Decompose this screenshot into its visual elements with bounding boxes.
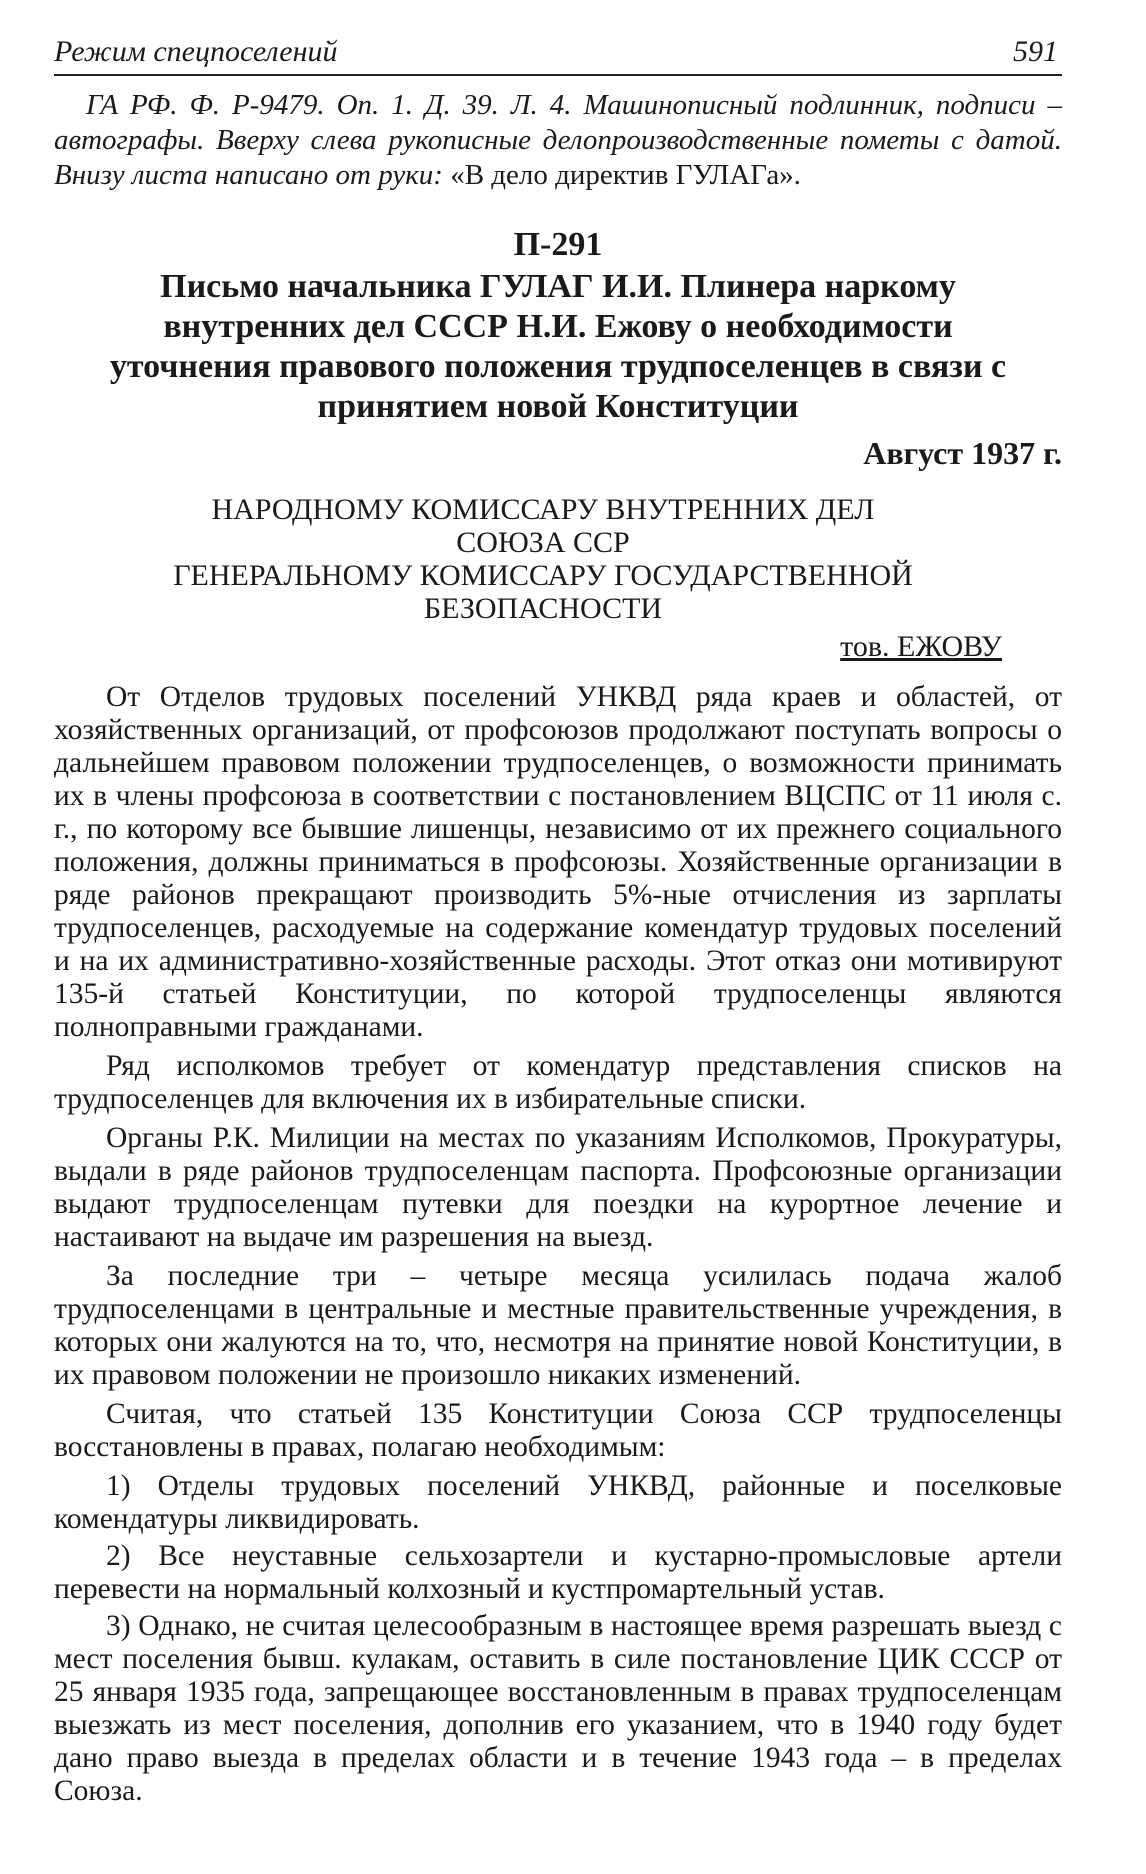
- list-item: 2) Все неуставные сельхозартели и кустарно-промысловые артели перевести на нормальный колхозный и кустпромартельный устав.: [54, 1540, 1062, 1605]
- document-date: Август 1937 г.: [863, 435, 1062, 471]
- addressee-line: НАРОДНОМУ КОМИССАРУ ВНУТРЕННИХ ДЕЛ: [211, 493, 875, 526]
- document-title: Письмо начальника ГУЛАГ И.И. Плинера наркому внутренних дел СССР Н.И. Ежову о необходимости уточнения правового положения трудпоселенцев в связи с принятием новой Конституции: [109, 268, 1007, 425]
- list-item: 3) Однако, не считая целесообразным в настоящее время разрешать выезд с мест поселения бывш. кулакам, оставить в силе постановление ЦИК СССР от 25 января 1935 года, запрещающее восстановленным в правах трудпоселенцам выезжать из мест поселения, дополнив его указанием, что в 1940 году будет дано право выезда в пределах области и в течение 1943 года – в пределах Союза.: [54, 1610, 1062, 1807]
- addressee-block: [94, 493, 992, 625]
- header-rule: [54, 74, 1062, 76]
- running-head: [54, 34, 1062, 72]
- body-paragraph: От Отделов трудовых поселений УНКВД ряда краев и областей, от хозяйственных организаций, от профсоюзов продолжают поступать вопросы о дальнейшем правовом положении трудпоселенцев, о возможности принимать их в члены профсоюза в соответствии с постановлением ВЦСПС от 11 июля с. г., по которому все бывшие лишенцы, независимо от их прежнего социального положения, должны приниматься в профсоюзы. Хозяйственные организации в ряде районов прекращают производить 5%-ные отчисления из зарплаты трудпоселенцев, расходуемые на содержание комендатур трудовых поселений и на их административно-хозяйственные расходы. Этот отказ они мотивируют 135-й статьей Конституции, по которой трудпоселенцы являются полноправными гражданами.: [54, 681, 1062, 1043]
- recipient-name: тов. ЕЖОВУ: [840, 630, 1002, 663]
- letter-body: [54, 681, 1062, 1808]
- body-paragraph: Считая, что статьей 135 Конституции Союза ССР трудпоселенцы восстановлены в правах, полагаю необходимым:: [54, 1398, 1062, 1463]
- addressee-line: СОЮЗА ССР: [456, 526, 630, 559]
- body-paragraph: Органы Р.К. Милиции на местах по указаниям Исполкомов, Прокуратуры, выдали в ряде районов трудпоселенцам паспорта. Профсоюзные организации выдают трудпоселенцам путевки для поездки на курортное лечение и настаивают на выдаче им разрешения на выезд.: [54, 1122, 1062, 1253]
- section-title: Режим спецпоселений: [54, 35, 338, 68]
- recipient-line: [54, 629, 1002, 665]
- body-paragraph: За последние три – четыре месяца усилилась подача жалоб трудпоселенцами в центральные и местные правительственные учреждения, в которых они жалуются на то, что, несмотря на принятие новой Конституции, в их правовом положении не произошло никаких изменений.: [54, 1260, 1062, 1391]
- addressee-line: БЕЗОПАСНОСТИ: [423, 592, 663, 625]
- source-note-quote: «В дело директив ГУЛАГа».: [450, 159, 801, 191]
- document-number: П-291: [513, 226, 603, 263]
- addressee-line: ГЕНЕРАЛЬНОМУ КОМИССАРУ ГОСУДАРСТВЕННОЙ: [173, 559, 913, 592]
- page-number: 591: [1013, 35, 1058, 68]
- archival-source-note: [54, 88, 1062, 193]
- list-item: 1) Отделы трудовых поселений УНКВД, районные и поселковые комендатуры ликвидировать.: [54, 1470, 1062, 1535]
- body-paragraph: Ряд исполкомов требует от комендатур представления списков на трудпоселенцев для включения их в избирательные списки.: [54, 1050, 1062, 1115]
- source-note-italic: ГА РФ. Ф. Р-9479. Оп. 1. Д. 39. Л. 4. Машинописный подлинник, подписи – автографы. Вверху слева рукописные делопроизводственные пометы с датой. Внизу листа написано от руки:: [54, 89, 1062, 191]
